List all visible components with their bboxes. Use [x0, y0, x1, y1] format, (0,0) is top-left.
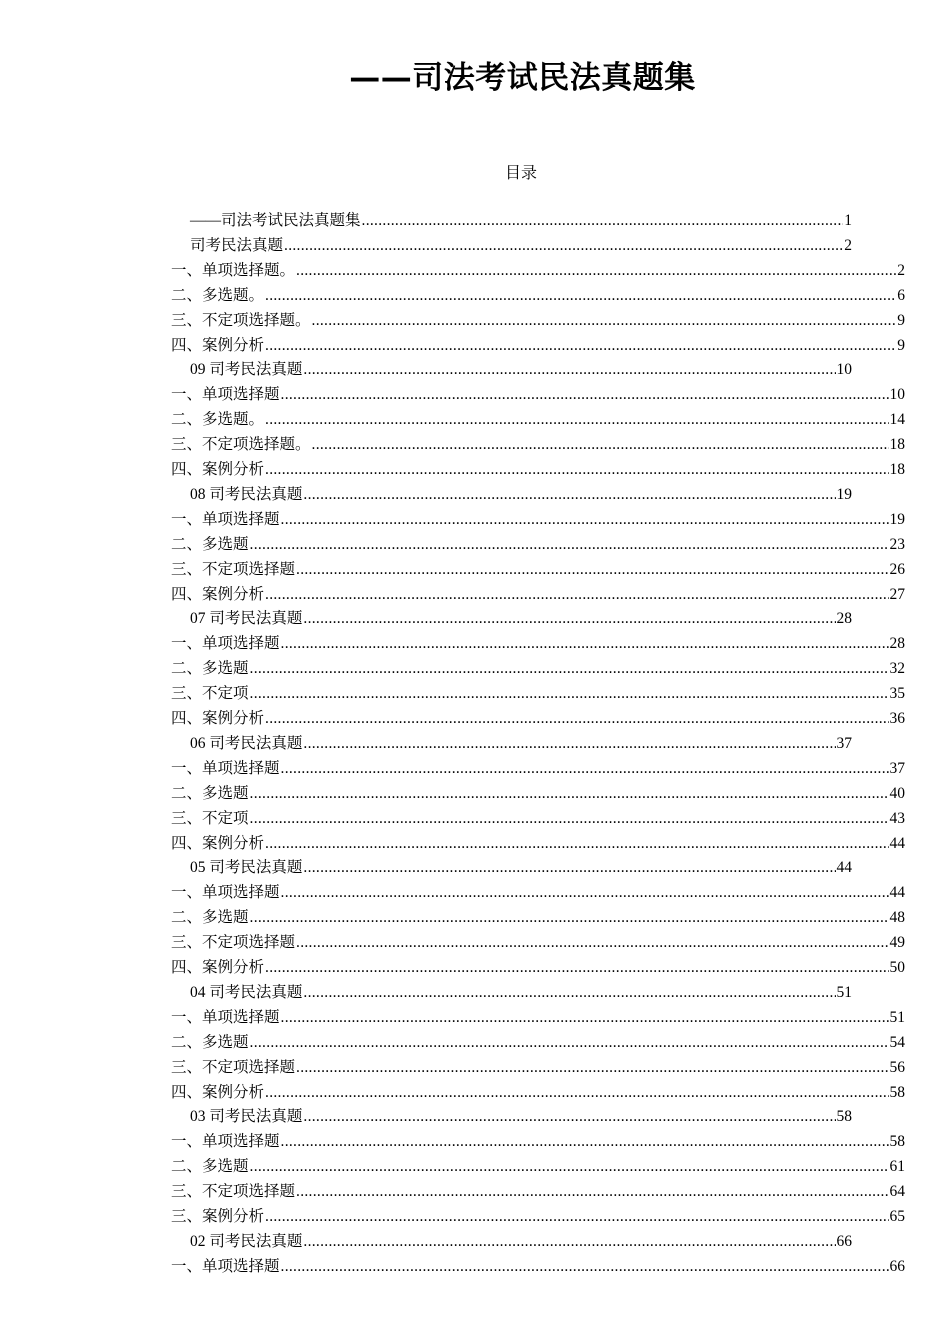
toc-section-entry[interactable] — [190, 358, 852, 382]
toc-dot-leader — [250, 782, 889, 806]
toc-entry-label: 二、多选题 — [171, 784, 249, 802]
toc-entry-label: 四、案例分析 — [171, 710, 265, 727]
toc-dot-leader — [281, 1130, 889, 1154]
toc-entry-label: 一、单项选择题 — [171, 1008, 280, 1026]
toc-entry-label: 三、不定项选择题 — [171, 560, 296, 578]
toc-dot-leader — [296, 1180, 888, 1204]
toc-entry-label: 一、单项选择题 — [171, 759, 280, 777]
toc-dot-leader — [303, 483, 835, 507]
toc-dot-leader — [303, 856, 835, 880]
toc-entry-page-number: 61 — [889, 1158, 905, 1176]
toc-section-entry[interactable] — [190, 1230, 852, 1254]
toc-dot-leader — [303, 607, 835, 631]
toc-dot-leader — [265, 956, 888, 980]
toc-dot-leader — [265, 1205, 888, 1229]
toc-entry-page-number: 37 — [836, 734, 852, 752]
toc-entry-page-number: 66 — [889, 1257, 905, 1275]
toc-entry-page-number: 18 — [889, 436, 905, 454]
toc-entry-label: 二、多选题 — [171, 909, 249, 927]
toc-subsection-entry[interactable] — [171, 1155, 905, 1179]
toc-dot-leader — [296, 558, 888, 582]
toc-entry-label: 一、单项选择题 — [171, 635, 280, 653]
toc-dot-leader — [250, 682, 889, 706]
toc-dot-leader — [265, 284, 896, 308]
toc-entry-page-number: 19 — [836, 485, 852, 503]
toc-section-entry[interactable] — [190, 732, 852, 756]
toc-dot-leader — [281, 757, 889, 781]
toc-dot-leader — [250, 1155, 889, 1179]
toc-dot-leader — [265, 458, 888, 482]
toc-entry-page-number: 1 — [844, 212, 852, 229]
toc-subsection-entry[interactable] — [171, 558, 905, 582]
toc-dot-leader — [303, 981, 835, 1005]
toc-section-entry[interactable] — [190, 1105, 852, 1129]
toc-dot-leader — [281, 632, 889, 656]
toc-entry-label: 05 司考民法真题 — [190, 859, 303, 877]
toc-entry-page-number: 26 — [889, 560, 905, 578]
toc-entry-label: 二、多选题 — [171, 1033, 249, 1051]
toc-dot-leader — [265, 583, 888, 607]
toc-entry-label: 司考民法真题 — [190, 236, 284, 254]
toc-entry-label: 一、单项选择题 — [171, 386, 280, 404]
toc-entry-label: 二、多选题 — [171, 535, 249, 553]
toc-subsection-entry[interactable] — [171, 1180, 905, 1204]
toc-subsection-entry[interactable] — [171, 1081, 905, 1105]
toc-dot-leader — [281, 383, 889, 407]
toc-subsection-entry[interactable] — [171, 533, 905, 557]
toc-dot-leader — [303, 732, 835, 756]
toc-subsection-entry[interactable] — [171, 383, 905, 407]
toc-subsection-entry[interactable] — [171, 682, 905, 706]
toc-dot-leader — [265, 707, 888, 731]
toc-entry-label: 四、案例分析 — [171, 461, 265, 478]
toc-subsection-entry[interactable] — [171, 408, 905, 432]
toc-entry-label: 一、单项选择题 — [171, 884, 280, 902]
toc-entry-page-number: 44 — [889, 834, 905, 852]
toc-dot-leader — [296, 931, 888, 955]
toc-entry-page-number: 44 — [889, 884, 905, 902]
toc-entry-page-number: 9 — [897, 311, 905, 329]
toc-subsection-entry[interactable] — [171, 458, 905, 482]
toc-entry-label: 三、不定项选择题 — [171, 1058, 296, 1076]
toc-entry-label: 一、单项选择题 — [171, 1257, 280, 1275]
toc-section-entry[interactable] — [190, 483, 852, 507]
toc-entry-page-number: 56 — [889, 1058, 905, 1076]
toc-entry-page-number: 18 — [889, 461, 905, 478]
toc-entry-page-number: 27 — [889, 585, 905, 603]
toc-entry-page-number: 44 — [836, 859, 852, 877]
toc-entry-label: 二、多选题。 — [171, 286, 265, 304]
toc-section-entry[interactable] — [190, 607, 852, 631]
toc-dot-leader — [303, 358, 835, 382]
toc-entry-page-number: 51 — [889, 1008, 905, 1026]
toc-entry-page-number: 9 — [897, 336, 905, 354]
toc-entry-label: 四、案例分析 — [171, 1083, 265, 1101]
toc-subsection-entry[interactable] — [171, 284, 905, 308]
toc-entry-page-number: 51 — [836, 983, 852, 1001]
toc-entry-label: 07 司考民法真题 — [190, 610, 303, 628]
toc-entry-label: 09 司考民法真题 — [190, 361, 303, 379]
toc-section-entry[interactable] — [190, 856, 852, 880]
toc-entry-label: 三、不定项选择题 — [171, 1183, 296, 1201]
toc-section-entry[interactable] — [190, 209, 852, 233]
toc-subsection-entry[interactable] — [171, 334, 905, 358]
toc-entry-label: 06 司考民法真题 — [190, 734, 303, 752]
toc-subsection-entry[interactable] — [171, 1031, 905, 1055]
toc-entry-label: 四、案例分析 — [171, 834, 265, 852]
toc-entry-page-number: 37 — [889, 759, 905, 777]
toc-dot-leader — [265, 832, 888, 856]
toc-section-entry[interactable] — [190, 234, 852, 258]
toc-entry-page-number: 58 — [836, 1108, 852, 1126]
toc-subsection-entry[interactable] — [171, 707, 905, 731]
toc-entry-label: 四、案例分析 — [171, 959, 265, 976]
toc-entry-page-number: 28 — [889, 635, 905, 653]
toc-entry-page-number: 35 — [889, 685, 905, 703]
toc-dot-leader — [265, 408, 888, 432]
toc-dot-leader — [281, 1255, 889, 1279]
toc-dot-leader — [281, 508, 889, 532]
toc-entry-page-number: 14 — [889, 411, 905, 429]
toc-entry-label: 03 司考民法真题 — [190, 1108, 303, 1126]
toc-dot-leader — [250, 657, 889, 681]
toc-subsection-entry[interactable] — [171, 433, 905, 457]
toc-entry-label: 三、不定项 — [171, 685, 249, 703]
toc-entry-page-number: 6 — [897, 286, 905, 304]
toc-subsection-entry[interactable] — [171, 508, 905, 532]
toc-subsection-entry[interactable] — [171, 1255, 905, 1279]
toc-subsection-entry[interactable] — [171, 1056, 905, 1080]
toc-entry-label: 二、多选题 — [171, 660, 249, 678]
toc-entry-page-number: 66 — [836, 1232, 852, 1250]
toc-dot-leader — [265, 1081, 888, 1105]
toc-entry-label: 一、单项选择题 — [171, 1133, 280, 1151]
toc-entry-page-number: 50 — [889, 959, 905, 976]
toc-subsection-entry[interactable] — [171, 583, 905, 607]
toc-subsection-entry[interactable] — [171, 1205, 905, 1229]
toc-subsection-entry[interactable] — [171, 757, 905, 781]
toc-dot-leader — [303, 1230, 835, 1254]
toc-dot-leader — [250, 533, 889, 557]
toc-subsection-entry[interactable] — [171, 881, 905, 905]
toc-entry-page-number: 49 — [889, 934, 905, 952]
toc-entry-page-number: 2 — [897, 261, 905, 279]
toc-dot-leader — [265, 334, 896, 358]
toc-subsection-entry[interactable] — [171, 657, 905, 681]
toc-entry-label: 一、单项选择题 — [171, 510, 280, 528]
toc-subsection-entry[interactable] — [171, 931, 905, 955]
toc-dot-leader — [303, 1105, 835, 1129]
toc-entry-label: 三、不定项选择题。 — [171, 311, 311, 329]
toc-entry-label: 四、案例分析 — [171, 585, 265, 603]
toc-entry-label: 三、不定项 — [171, 809, 249, 827]
toc-dot-leader — [250, 1031, 889, 1055]
toc-dot-leader — [362, 209, 844, 233]
toc-entry-label: 三、案例分析 — [171, 1208, 265, 1225]
toc-dot-leader — [250, 807, 889, 831]
toc-entry-label: 08 司考民法真题 — [190, 485, 303, 503]
toc-entry-page-number: 32 — [889, 660, 905, 678]
toc-dot-leader — [284, 234, 843, 258]
toc-heading: 目录 — [504, 165, 537, 182]
document-title: ——司法考试民法真题集 — [349, 60, 696, 96]
toc-entry-page-number: 58 — [889, 1133, 905, 1151]
toc-dot-leader — [312, 433, 889, 457]
toc-subsection-entry[interactable] — [171, 906, 905, 930]
toc-entry-label: 二、多选题。 — [171, 411, 265, 429]
toc-entry-page-number: 58 — [889, 1083, 905, 1101]
toc-entry-page-number: 65 — [889, 1208, 905, 1225]
toc-subsection-entry[interactable] — [171, 1130, 905, 1154]
toc-subsection-entry[interactable] — [171, 807, 905, 831]
toc-dot-leader — [281, 1006, 889, 1030]
toc-entry-label: 02 司考民法真题 — [190, 1232, 303, 1250]
toc-entry-label: 三、不定项选择题 — [171, 934, 296, 952]
toc-dot-leader — [250, 906, 889, 930]
toc-subsection-entry[interactable] — [171, 832, 905, 856]
toc-entry-page-number: 36 — [889, 710, 905, 727]
toc-entry-page-number: 54 — [889, 1033, 905, 1051]
toc-entry-label: 一、单项选择题。 — [171, 261, 296, 279]
toc-entry-page-number: 10 — [836, 361, 852, 379]
toc-subsection-entry[interactable] — [171, 309, 905, 333]
toc-subsection-entry[interactable] — [171, 782, 905, 806]
toc-entry-page-number: 48 — [889, 909, 905, 927]
toc-entry-page-number: 2 — [844, 236, 852, 254]
toc-subsection-entry[interactable] — [171, 259, 905, 283]
toc-entry-page-number: 43 — [889, 809, 905, 827]
toc-entry-label: 三、不定项选择题。 — [171, 436, 311, 454]
toc-entry-page-number: 10 — [889, 386, 905, 404]
toc-dot-leader — [312, 309, 897, 333]
toc-dot-leader — [296, 259, 896, 283]
toc-subsection-entry[interactable] — [171, 632, 905, 656]
toc-entry-label: 04 司考民法真题 — [190, 983, 303, 1001]
toc-entry-label: 四、案例分析 — [171, 336, 265, 354]
toc-entry-label: 二、多选题 — [171, 1158, 249, 1176]
toc-entry-page-number: 40 — [889, 784, 905, 802]
toc-subsection-entry[interactable] — [171, 956, 905, 980]
toc-section-entry[interactable] — [190, 981, 852, 1005]
toc-entry-page-number: 28 — [836, 610, 852, 628]
toc-entry-page-number: 19 — [889, 510, 905, 528]
toc-subsection-entry[interactable] — [171, 1006, 905, 1030]
toc-entry-label: ——司法考试民法真题集 — [190, 212, 361, 229]
toc-dot-leader — [281, 881, 889, 905]
toc-entry-page-number: 23 — [889, 535, 905, 553]
toc-dot-leader — [296, 1056, 888, 1080]
toc-entry-page-number: 64 — [889, 1183, 905, 1201]
